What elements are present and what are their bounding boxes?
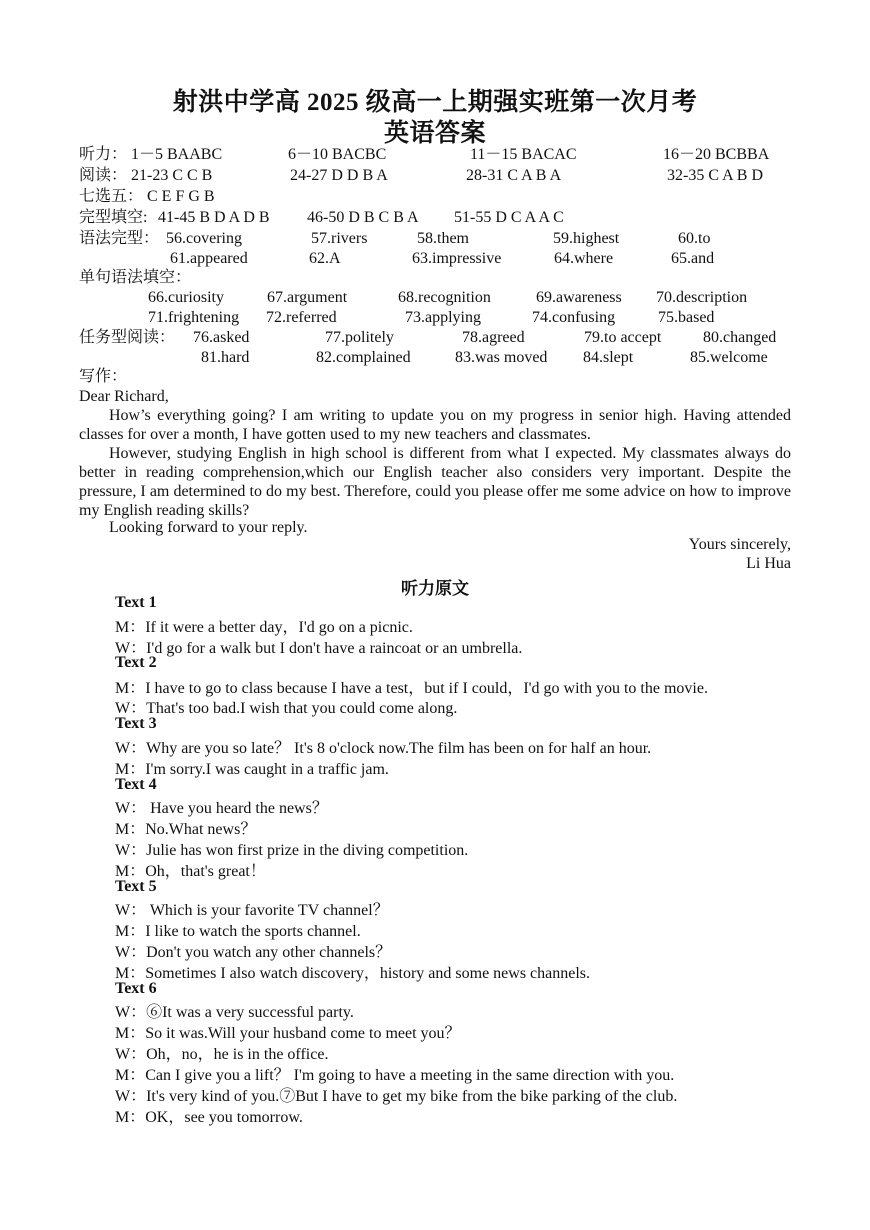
dialogue-line: W：I'd go for a walk but I don't have a raincoat or an umbrella. bbox=[115, 640, 523, 657]
cloze-answers-2: 46-50 D B C B A bbox=[307, 209, 419, 226]
cloze-label: 完型填空: bbox=[79, 209, 148, 226]
dialogue-line: W：⑥It was a very successful party. bbox=[115, 1004, 354, 1021]
grammar-answer: 64.where bbox=[554, 250, 614, 267]
text-title: Text 4 bbox=[115, 776, 157, 793]
letter-signature: Li Hua bbox=[746, 555, 791, 572]
single-grammar-answer: 69.awareness bbox=[536, 289, 622, 306]
grammar-answer: 56.covering bbox=[166, 230, 242, 247]
dialogue-line: M：So it was.Will your husband come to meet you？ bbox=[115, 1025, 461, 1042]
dialogue-line: M：If it were a better day，I'd go on a picnic. bbox=[115, 619, 413, 636]
task-reading-answer: 85.welcome bbox=[690, 349, 768, 366]
grammar-answer: 58.them bbox=[417, 230, 469, 247]
dialogue-line: M：I'm sorry.I was caught in a traffic jam. bbox=[115, 761, 389, 778]
dialogue-line: M：Oh，that's great！ bbox=[115, 863, 266, 880]
grammar-answer: 57.rivers bbox=[311, 230, 368, 247]
grammar-answer: 61.appeared bbox=[170, 250, 248, 267]
task-reading-answer: 76.asked bbox=[193, 329, 250, 346]
single-grammar-label: 单句语法填空： bbox=[79, 269, 192, 286]
text-title: Text 5 bbox=[115, 878, 157, 895]
listening-answers-1: 1－5 BAABC bbox=[131, 146, 223, 163]
dialogue-line: M：OK，see you tomorrow. bbox=[115, 1109, 303, 1126]
reading-answers-3: 28-31 C A B A bbox=[466, 167, 562, 184]
letter-greeting: Dear Richard, bbox=[79, 388, 169, 405]
single-grammar-answer: 71.frightening bbox=[148, 309, 240, 326]
dialogue-line: M：I like to watch the sports channel. bbox=[115, 923, 361, 940]
letter-closing: Yours sincerely, bbox=[688, 536, 791, 553]
single-grammar-answer: 66.curiosity bbox=[148, 289, 224, 306]
grammar-answer: 62.A bbox=[309, 250, 341, 267]
task-reading-answer: 80.changed bbox=[703, 329, 777, 346]
seven-choose-five-label: 七选五： bbox=[79, 188, 144, 205]
single-grammar-answer: 75.based bbox=[658, 309, 715, 326]
single-grammar-answer: 72.referred bbox=[266, 309, 337, 326]
exam-title: 射洪中学高 2025 级高一上期强实班第一次月考 bbox=[172, 89, 698, 116]
grammar-answer: 63.impressive bbox=[412, 250, 502, 267]
single-grammar-answer: 74.confusing bbox=[532, 309, 616, 326]
single-grammar-answer: 68.recognition bbox=[398, 289, 491, 306]
task-reading-answer: 83.was moved bbox=[455, 349, 548, 366]
grammar-answer: 65.and bbox=[671, 250, 715, 267]
letter-paragraph-1: How’s everything going? I am writing to update you on my progress in senior high. Having attended classes for over a month, I have gotten used to my new teachers and classmates. bbox=[79, 407, 791, 443]
task-reading-answer: 77.politely bbox=[325, 329, 394, 346]
grammar-cloze-label: 语法完型： bbox=[79, 230, 160, 247]
dialogue-line: M：I have to go to class because I have a test，but if I could，I'd go with you to the movie. bbox=[115, 680, 708, 697]
reading-answers-4: 32-35 C A B D bbox=[667, 167, 764, 184]
reading-answers-1: 21-23 C C B bbox=[131, 167, 213, 184]
dialogue-line: W： Have you heard the news？ bbox=[115, 800, 328, 817]
listening-answers-2: 6－10 BACBC bbox=[288, 146, 387, 163]
listening-answers-3: 11－15 BACAC bbox=[470, 146, 577, 163]
task-reading-answer: 79.to accept bbox=[584, 329, 662, 346]
text-title: Text 3 bbox=[115, 715, 157, 732]
single-grammar-answer: 67.argument bbox=[267, 289, 348, 306]
listening-label: 听力： bbox=[79, 146, 128, 163]
dialogue-line: W：Don't you watch any other channels？ bbox=[115, 944, 392, 961]
text-title: Text 1 bbox=[115, 594, 157, 611]
dialogue-line: W：That's too bad.I wish that you could come along. bbox=[115, 700, 458, 717]
dialogue-line: M：No.What news？ bbox=[115, 821, 257, 838]
task-reading-answer: 82.complained bbox=[316, 349, 411, 366]
dialogue-line: M：Can I give you a lift？ I'm going to have a meeting in the same direction with you. bbox=[115, 1067, 675, 1084]
writing-label: 写作： bbox=[79, 368, 128, 385]
text-title: Text 2 bbox=[115, 654, 157, 671]
listening-script-heading: 听力原文 bbox=[401, 579, 469, 598]
cloze-answers-1: 41-45 B D A D B bbox=[158, 209, 270, 226]
cloze-answers-3: 51-55 D C A A C bbox=[454, 209, 564, 226]
single-grammar-answer: 70.description bbox=[656, 289, 748, 306]
task-reading-answer: 84.slept bbox=[583, 349, 634, 366]
letter-paragraph-2: However, studying English in high school is different from what I expected. My classmates always do better in reading comprehension,which our English teacher also considers very important. Despite the pressure, I am determined to do my best. Therefore, could you please offer me some advice on how to improve my English reading skills? bbox=[79, 445, 791, 519]
seven-choose-five-answers: C E F G B bbox=[147, 188, 215, 205]
listening-answers-4: 16－20 BCBBA bbox=[663, 146, 770, 163]
exam-subtitle: 英语答案 bbox=[383, 120, 486, 147]
text-title: Text 6 bbox=[115, 980, 157, 997]
reading-answers-2: 24-27 D D B A bbox=[290, 167, 388, 184]
dialogue-line: M：Sometimes I also watch discovery，history and some news channels. bbox=[115, 965, 591, 982]
grammar-answer: 60.to bbox=[678, 230, 711, 247]
single-grammar-answer: 73.applying bbox=[405, 309, 481, 326]
task-reading-answer: 81.hard bbox=[201, 349, 250, 366]
dialogue-line: W：Why are you so late？ It's 8 o'clock now.The film has been on for half an hour. bbox=[115, 740, 652, 757]
dialogue-line: W： Which is your favorite TV channel？ bbox=[115, 902, 389, 919]
grammar-answer: 59.highest bbox=[553, 230, 620, 247]
dialogue-line: W：Julie has won first prize in the diving competition. bbox=[115, 842, 469, 859]
letter-paragraph-3: Looking forward to your reply. bbox=[109, 519, 308, 536]
dialogue-line: W：Oh，no，he is in the office. bbox=[115, 1046, 329, 1063]
task-reading-label: 任务型阅读： bbox=[79, 329, 176, 346]
task-reading-answer: 78.agreed bbox=[462, 329, 525, 346]
dialogue-line: W：It's very kind of you.⑦But I have to get my bike from the bike parking of the club. bbox=[115, 1088, 678, 1105]
reading-label: 阅读： bbox=[79, 167, 128, 184]
